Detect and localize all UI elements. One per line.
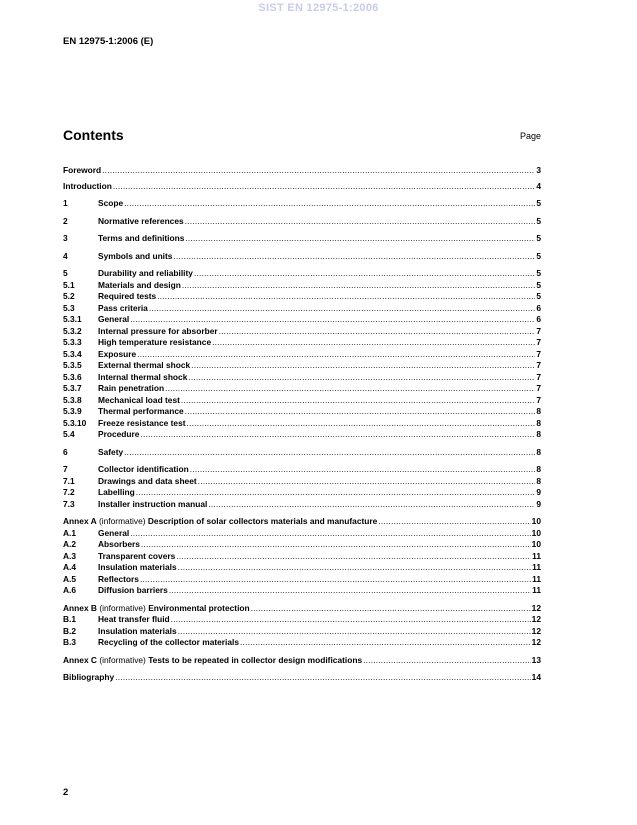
annex-tag: (informative) <box>99 602 146 613</box>
toc-entry-number: 7.3 <box>63 498 75 509</box>
toc-entry-title: Terms and definitions <box>98 233 185 243</box>
toc-entry-number: 5.3.1 <box>63 314 82 324</box>
toc-entry-title: Reflectors <box>98 573 139 584</box>
toc-entry-number: A.1 <box>63 527 77 538</box>
toc-entry-title: General <box>98 527 130 538</box>
toc-entry-number: A.4 <box>63 562 77 572</box>
toc-entry-safety[interactable] <box>63 447 541 459</box>
toc-entry-a5[interactable] <box>63 574 541 586</box>
toc-entry-title: Installer instruction manual <box>98 498 208 509</box>
toc-entry-page: 13 <box>531 654 541 665</box>
toc-entry-page: 11 <box>532 573 541 584</box>
toc-entry-required-tests[interactable] <box>63 291 541 303</box>
toc-entry-a2[interactable] <box>63 539 541 551</box>
toc-entry-page: 5 <box>536 279 541 290</box>
toc-entry-introduction[interactable] <box>63 181 541 193</box>
toc-entry-number: 5.3.4 <box>63 348 82 359</box>
toc-entry-number: B.3 <box>63 637 77 647</box>
toc-entry-pass-criteria[interactable] <box>63 303 541 315</box>
toc-entry-a6[interactable] <box>63 585 541 597</box>
toc-entry-page: 11 <box>532 550 541 561</box>
toc-entry-page: 10 <box>531 516 541 526</box>
toc-entry-title: Safety <box>98 446 124 457</box>
toc-entry-title: General <box>98 314 130 324</box>
toc-entry-page: 5 <box>536 215 541 226</box>
toc-entry-title: Recycling of the collector materials <box>98 637 240 647</box>
toc-entry-number: B.2 <box>63 625 77 636</box>
toc-entry-exposure[interactable] <box>63 349 541 361</box>
toc-entry-page: 11 <box>532 562 541 572</box>
toc-entry-page: 5 <box>536 250 541 261</box>
toc-entry-terms[interactable] <box>63 233 541 245</box>
toc-entry-mechanical-load[interactable] <box>63 395 541 407</box>
toc-entry-number: 7 <box>63 464 68 474</box>
table-of-contents <box>63 165 541 684</box>
toc-entry-procedure[interactable] <box>63 429 541 441</box>
toc-entry-number: 5.3.3 <box>63 337 82 347</box>
toc-entry-title: Internal pressure for absorber <box>98 325 218 336</box>
toc-entry-page: 7 <box>536 348 541 359</box>
toc-entry-number: 3 <box>63 233 68 243</box>
toc-entry-page: 12 <box>531 625 541 636</box>
toc-entry-title: Internal thermal shock <box>98 371 188 382</box>
toc-entry-title: Tests to be repeated in collector design modifications <box>148 654 363 665</box>
toc-entry-page: 10 <box>531 527 541 538</box>
page-number: 2 <box>63 787 69 798</box>
toc-entry-title: Normative references <box>98 215 184 226</box>
toc-entry-a4[interactable] <box>63 562 541 574</box>
toc-entry-page: 12 <box>531 602 541 613</box>
toc-entry-page: 14 <box>531 672 541 682</box>
toc-entry-page: 7 <box>536 383 541 393</box>
toc-entry-page: 8 <box>536 464 541 474</box>
toc-entry-freeze-resistance[interactable] <box>63 418 541 430</box>
toc-entry-title: Pass criteria <box>98 302 148 313</box>
toc-entry-number: 2 <box>63 215 68 226</box>
toc-entry-title: Insulation materials <box>98 625 177 636</box>
toc-entry-title: Required tests <box>98 291 157 301</box>
toc-entry-page: 6 <box>536 314 541 324</box>
toc-entry-title: Symbols and units <box>98 250 173 261</box>
toc-entry-title: Thermal performance <box>98 406 184 416</box>
toc-entry-durability[interactable] <box>63 268 541 280</box>
toc-entry-number: 5.3.2 <box>63 325 82 336</box>
toc-entry-number: B.1 <box>63 614 77 624</box>
toc-entry-symbols[interactable] <box>63 251 541 263</box>
toc-entry-page: 10 <box>531 539 541 549</box>
toc-entry-number: 5.2 <box>63 291 75 301</box>
toc-entry-scope[interactable] <box>63 198 541 210</box>
toc-entry-page: 8 <box>536 417 541 428</box>
toc-entry-page: 5 <box>536 268 541 278</box>
toc-entry-b2[interactable] <box>63 626 541 638</box>
toc-entry-number: 6 <box>63 446 68 457</box>
toc-entry-title: Insulation materials <box>98 562 177 572</box>
toc-entry-number: A.6 <box>63 585 77 595</box>
toc-entry-title: Procedure <box>98 429 140 439</box>
annex-tag: (informative) <box>99 654 146 665</box>
toc-entry-b1[interactable] <box>63 614 541 626</box>
toc-entry-foreword[interactable] <box>63 165 541 177</box>
annex-label: Annex C <box>63 654 97 665</box>
toc-entry-external-thermal-shock[interactable] <box>63 360 541 372</box>
toc-entry-number: 7.1 <box>63 475 75 486</box>
toc-entry-page: 7 <box>536 360 541 370</box>
toc-entry-number: 5.3.7 <box>63 383 82 393</box>
toc-entry-title: Labelling <box>98 487 135 497</box>
page-column-label: Page <box>519 131 541 141</box>
toc-entry-title: Introduction <box>63 180 112 191</box>
toc-entry-page: 8 <box>536 406 541 416</box>
toc-entry-thermal-performance[interactable] <box>63 406 541 418</box>
toc-entry-title: Foreword <box>63 165 102 175</box>
annex-tag: (informative) <box>99 516 146 526</box>
toc-entry-number: 5.1 <box>63 279 75 290</box>
toc-entry-title: Transparent covers <box>98 550 176 561</box>
watermark-text: SIST EN 12975-1:2006 <box>258 2 379 14</box>
toc-entry-collector-identification[interactable] <box>63 464 541 476</box>
toc-entry-number: 5.4 <box>63 429 75 439</box>
toc-entry-b3[interactable] <box>63 637 541 649</box>
toc-entry-number: 5.3.8 <box>63 394 82 405</box>
toc-entry-title: High temperature resistance <box>98 337 212 347</box>
toc-entry-general[interactable] <box>63 314 541 326</box>
toc-entry-annex-c[interactable] <box>63 655 541 667</box>
toc-entry-page: 4 <box>536 180 541 191</box>
toc-entry-internal-thermal-shock[interactable] <box>63 372 541 384</box>
toc-entry-number: A.5 <box>63 573 77 584</box>
toc-entry-page: 5 <box>536 233 541 243</box>
toc-entry-title: Rain penetration <box>98 383 165 393</box>
toc-entry-page: 7 <box>536 371 541 382</box>
toc-entry-labelling[interactable] <box>63 487 541 499</box>
toc-entry-normative-references[interactable] <box>63 216 541 228</box>
toc-entry-title: Durability and reliability <box>98 268 193 278</box>
page-title: Contents <box>63 127 124 143</box>
toc-entry-annex-a[interactable] <box>63 516 541 528</box>
toc-entry-title: Description of solar collectors materials and manufacture <box>147 516 378 526</box>
toc-entry-page: 12 <box>531 614 541 624</box>
toc-entry-rain-penetration[interactable] <box>63 383 541 395</box>
toc-entry-title: Exposure <box>98 348 137 359</box>
toc-entry-page: 12 <box>531 637 541 647</box>
toc-entry-number: 5.3.5 <box>63 360 82 370</box>
annex-label: Annex B <box>63 602 97 613</box>
annex-label: Annex A <box>63 516 97 526</box>
toc-entry-materials-design[interactable] <box>63 280 541 292</box>
toc-entry-title: Scope <box>98 198 124 208</box>
toc-entry-page: 8 <box>536 446 541 457</box>
toc-entry-a3[interactable] <box>63 551 541 563</box>
toc-entry-title: Collector identification <box>98 464 189 474</box>
toc-entry-page: 9 <box>536 498 541 509</box>
toc-entry-title: External thermal shock <box>98 360 191 370</box>
toc-entry-page: 8 <box>536 475 541 486</box>
document-code: EN 12975-1:2006 (E) <box>63 36 154 47</box>
toc-entry-page: 8 <box>536 429 541 439</box>
toc-entry-number: 5.3.9 <box>63 406 82 416</box>
toc-entry-title: Mechanical load test <box>98 394 180 405</box>
toc-entry-title: Drawings and data sheet <box>98 475 197 486</box>
toc-entry-number: 5.3.6 <box>63 371 82 382</box>
toc-entry-installer-manual[interactable] <box>63 499 541 511</box>
toc-entry-number: 5.3.10 <box>63 417 87 428</box>
toc-entry-page: 11 <box>532 585 541 595</box>
toc-entry-number: 5 <box>63 268 68 278</box>
toc-entry-page: 7 <box>536 337 541 347</box>
toc-entry-bibliography[interactable] <box>63 672 541 684</box>
toc-entry-high-temperature[interactable] <box>63 337 541 349</box>
toc-entry-annex-b[interactable] <box>63 603 541 615</box>
toc-entry-number: A.2 <box>63 539 77 549</box>
toc-entry-number: A.3 <box>63 550 77 561</box>
toc-entry-page: 7 <box>536 325 541 336</box>
toc-entry-page: 5 <box>536 291 541 301</box>
toc-entry-drawings[interactable] <box>63 476 541 488</box>
toc-entry-title: Diffusion barriers <box>98 585 168 595</box>
toc-entry-title: Environmental protection <box>148 602 250 613</box>
toc-entry-number: 5.3 <box>63 302 75 313</box>
toc-entry-internal-pressure[interactable] <box>63 326 541 338</box>
toc-entry-page: 5 <box>536 198 541 208</box>
toc-entry-title: Materials and design <box>98 279 181 290</box>
toc-entry-title: Bibliography <box>63 672 115 682</box>
toc-entry-a1[interactable] <box>63 528 541 540</box>
toc-entry-title: Absorbers <box>98 539 140 549</box>
toc-entry-page: 9 <box>536 487 541 497</box>
toc-entry-page: 3 <box>536 165 541 175</box>
toc-entry-number: 1 <box>63 198 68 208</box>
toc-entry-number: 4 <box>63 250 68 261</box>
toc-entry-page: 6 <box>536 302 541 313</box>
toc-entry-number: 7.2 <box>63 487 75 497</box>
toc-entry-title: Heat transfer fluid <box>98 614 170 624</box>
toc-entry-title: Freeze resistance test <box>98 417 186 428</box>
toc-entry-page: 7 <box>536 394 541 405</box>
